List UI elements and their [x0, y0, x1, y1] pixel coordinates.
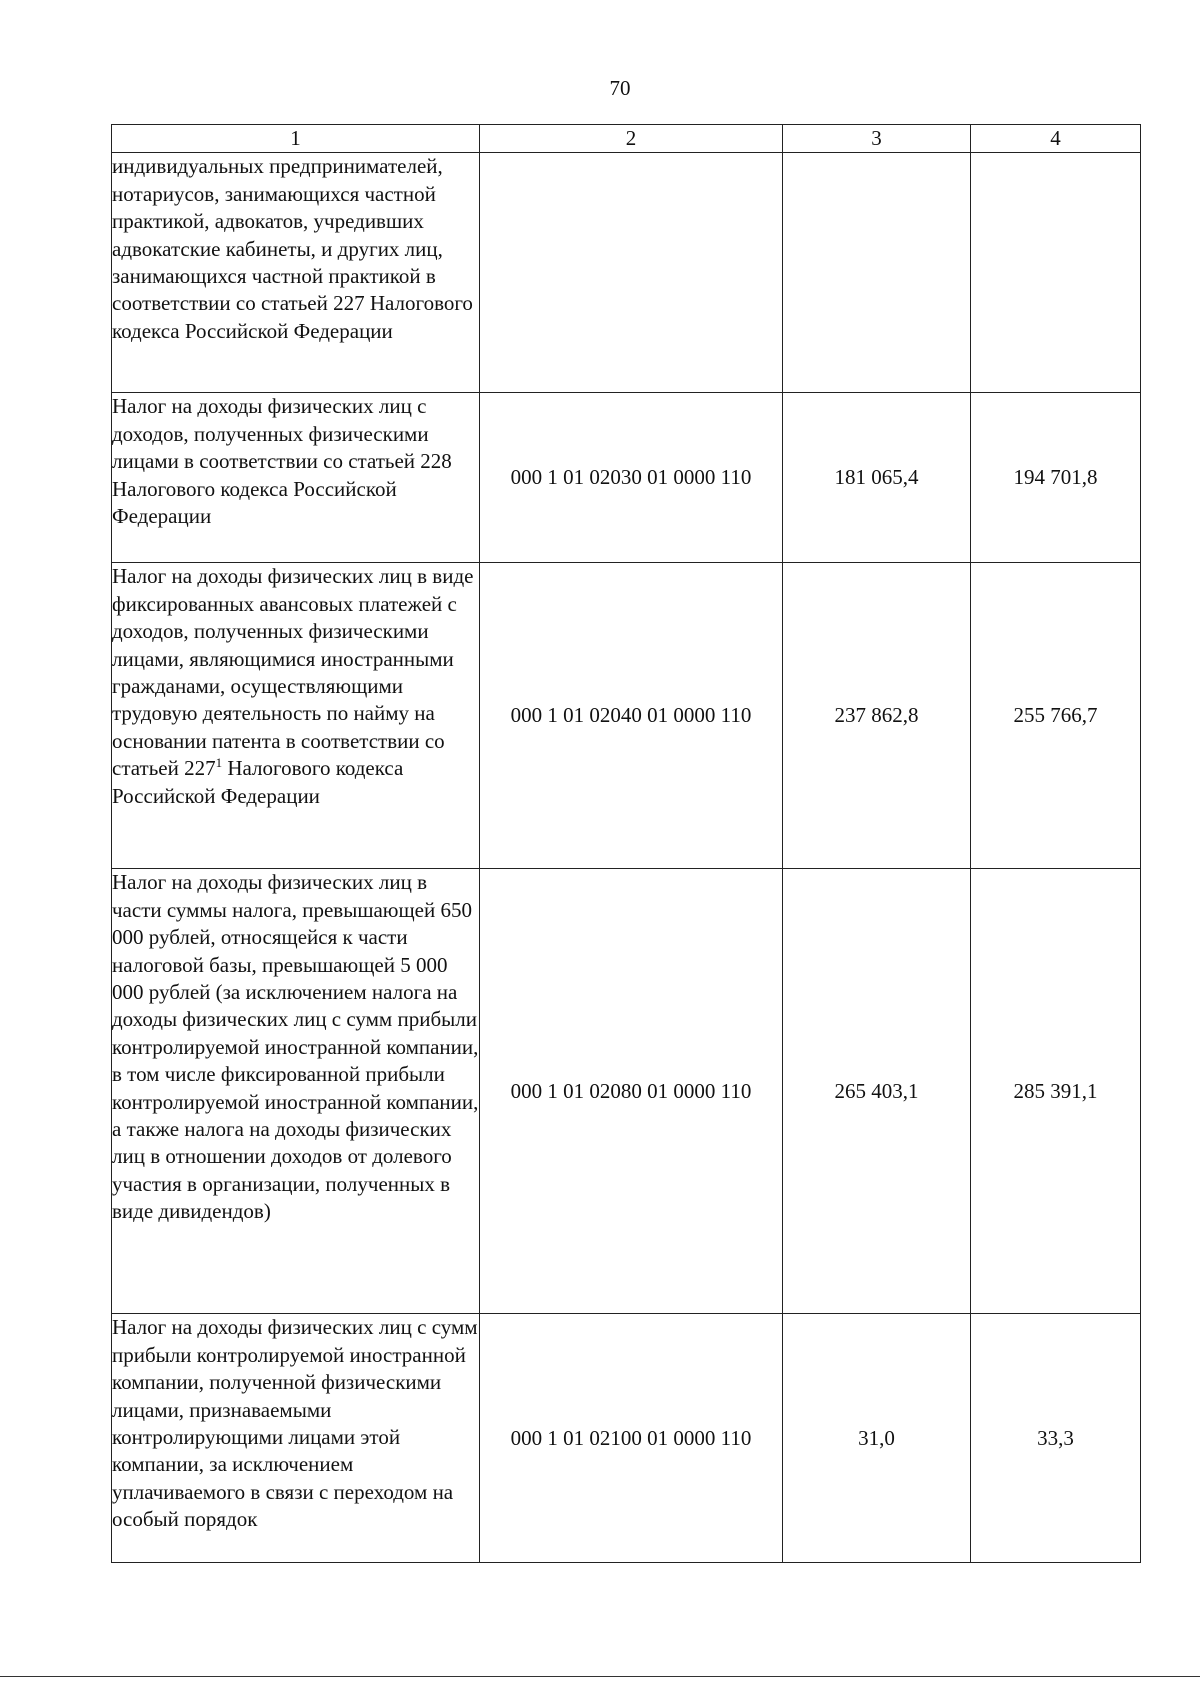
row-value-4	[971, 153, 1141, 393]
column-header-2: 2	[480, 125, 783, 153]
footnote-superscript: 1	[215, 755, 223, 771]
row-value-3: 31,0	[783, 1314, 971, 1563]
table-row	[112, 1314, 1141, 1563]
row-name	[112, 563, 480, 869]
row-code: 000 1 01 02100 01 0000 110	[480, 1314, 783, 1563]
row-value-3: 237 862,8	[783, 563, 971, 869]
column-header-1: 1	[112, 125, 480, 153]
row-code	[480, 153, 783, 393]
row-name: индивидуальных предпринимателей, нотариусов, занимающихся частной практикой, адвокатов, учредивших адвокатские кабинеты, и других лиц, занимающихся частной практикой в соответствии со статьей 227 Налогового кодекса Российской Федерации	[112, 153, 480, 393]
row-name: Налог на доходы физических лиц с доходов, полученных физическими лицами в соответствии со статьей 228 Налогового кодекса Российской Федерации	[112, 393, 480, 563]
row-value-4: 194 701,8	[971, 393, 1141, 563]
table-header-row	[112, 125, 1141, 153]
table-row	[112, 153, 1141, 393]
row-value-4: 255 766,7	[971, 563, 1141, 869]
budget-table	[111, 124, 1141, 1563]
row-name: Налог на доходы физических лиц в части суммы налога, превышающей 650 000 рублей, относящейся к части налоговой базы, превышающей 5 000 000 рублей (за исключением налога на доходы физических лиц с сумм прибыли контролируемой иностранной компании, в том числе фиксированной прибыли контролируемой иностранной компании, а также налога на доходы физических лиц в отношении доходов от долевого участия в организации, полученных в виде дивидендов)	[112, 869, 480, 1314]
row-value-3: 181 065,4	[783, 393, 971, 563]
table-row	[112, 393, 1141, 563]
column-header-4: 4	[971, 125, 1141, 153]
row-name-text-end: Налогового кодекса Российской Федерации	[112, 756, 404, 808]
row-code: 000 1 01 02030 01 0000 110	[480, 393, 783, 563]
row-name-text: Налог на доходы физических лиц в виде фиксированных авансовых платежей с доходов, полученных физическими лицами, являющимися иностранными гражданами, осуществляющими трудовую деятельность по найму на основании патента в соответствии со статьей 227	[112, 564, 474, 781]
row-value-4: 285 391,1	[971, 869, 1141, 1314]
row-code: 000 1 01 02080 01 0000 110	[480, 869, 783, 1314]
column-header-3: 3	[783, 125, 971, 153]
row-code: 000 1 01 02040 01 0000 110	[480, 563, 783, 869]
row-value-3	[783, 153, 971, 393]
table-row	[112, 869, 1141, 1314]
row-value-4: 33,3	[971, 1314, 1141, 1563]
row-name: Налог на доходы физических лиц с сумм прибыли контролируемой иностранной компании, полученной физическими лицами, признаваемыми контролирующими лицами этой компании, за исключением уплачиваемого в связи с переходом на особый порядок	[112, 1314, 480, 1563]
page-number: 70	[609, 76, 631, 100]
footer-rule	[0, 1676, 1200, 1677]
row-value-3: 265 403,1	[783, 869, 971, 1314]
table-row	[112, 563, 1141, 869]
